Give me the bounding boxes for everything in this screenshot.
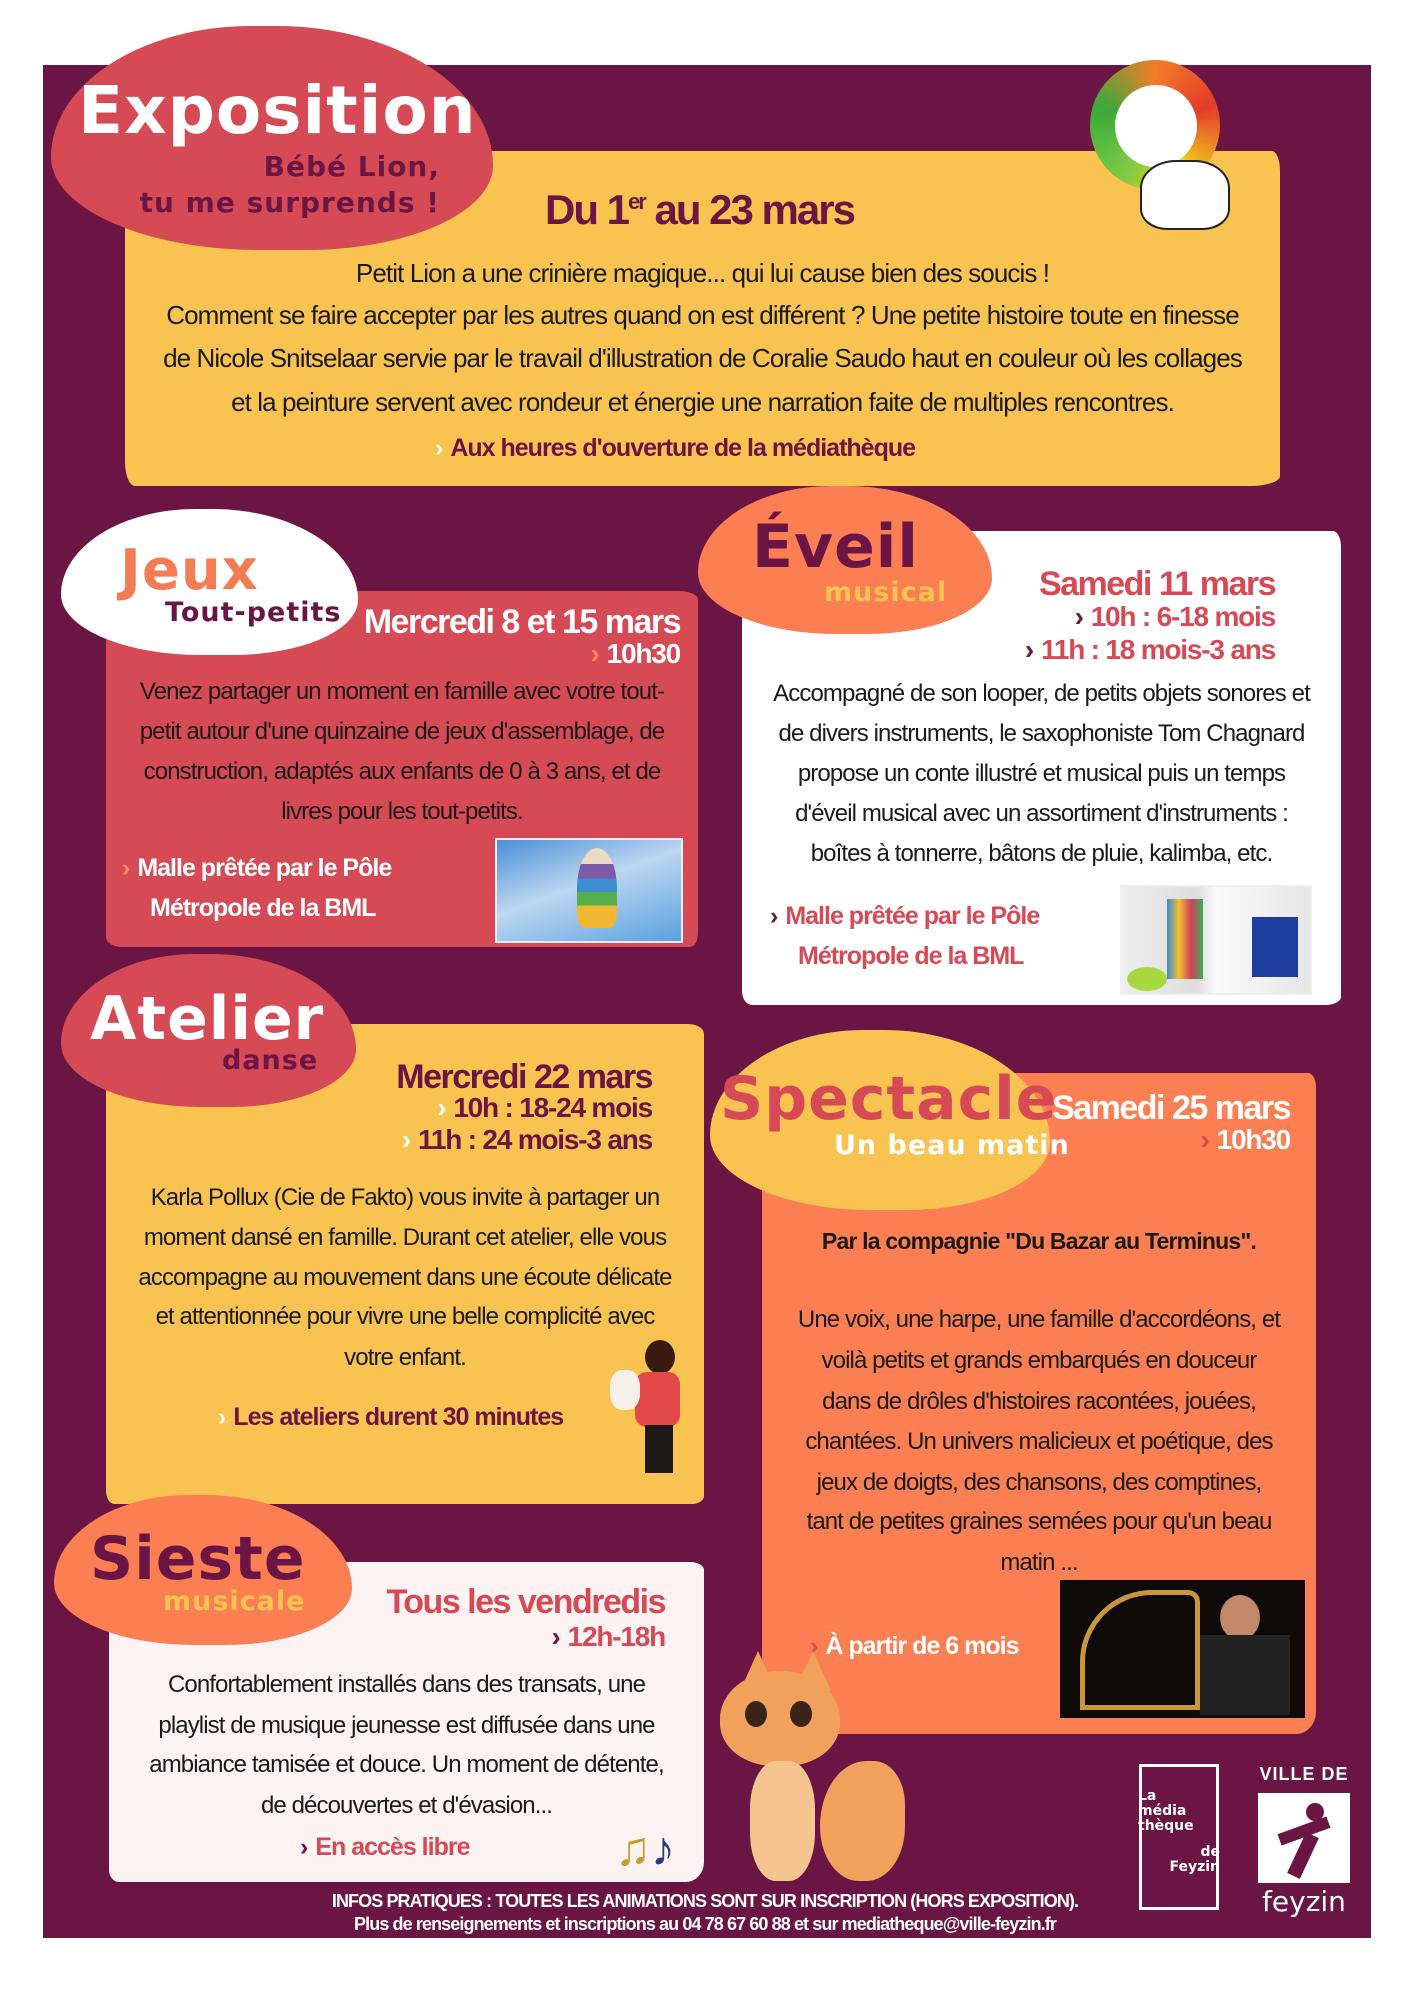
chevron-right-icon: ›	[1074, 601, 1083, 632]
sieste-body-line: Confortablement installés dans des transats, une	[167, 1671, 646, 1698]
eveil-time-1: › 10h : 6-18 mois	[1074, 601, 1275, 632]
exposition-body-line: Petit Lion a une crinière magique... qui lui cause bien des soucis !	[355, 258, 1050, 288]
feyzin-figure-icon	[1258, 1793, 1350, 1883]
spectacle-body-line: Une voix, une harpe, une famille d'accordéons, et	[797, 1306, 1281, 1333]
spectacle-body-line: tant de petites graines semées pour qu'un beau	[806, 1508, 1272, 1535]
chevron-right-icon: ›	[810, 1632, 818, 1660]
spectacle-body-line: jeux de doigts, des chansons, des comptines,	[816, 1469, 1262, 1496]
spectacle-time: › 10h30	[1200, 1124, 1290, 1155]
footer-contact: Plus de renseignements et inscriptions au 04 78 67 60 88 et sur mediatheque@ville-feyzin.fr	[354, 1914, 1056, 1934]
eveil-body-line: de divers instruments, le saxophoniste Tom Chagnard	[778, 720, 1305, 747]
logo-text: média	[1138, 1803, 1187, 1819]
spectacle-age-note: › À partir de 6 mois	[810, 1632, 1019, 1660]
harpist-photo	[1060, 1580, 1305, 1718]
exposition-title: Exposition	[78, 72, 477, 149]
logo-text: Feyzin	[1169, 1859, 1220, 1875]
jeux-date: Mercredi 8 et 15 mars	[363, 603, 680, 641]
eveil-body-line: Accompagné de son looper, de petits objets sonores et	[773, 680, 1310, 707]
sieste-date: Tous les vendredis	[386, 1583, 665, 1621]
sieste-body-line: ambiance tamisée et douce. Un moment de détente,	[149, 1751, 664, 1778]
jeux-title: Jeux	[120, 538, 259, 603]
exposition-date: Du 1er au 23 mars	[545, 186, 854, 233]
jeux-body-line: construction, adaptés aux enfants de 0 à 3 ans, et de	[143, 758, 661, 785]
lion-illustration	[1080, 60, 1290, 250]
spectacle-title: Spectacle	[720, 1064, 1058, 1134]
jeux-malle-link: › Malle prêtée par le Pôle Métropole de la BML	[122, 854, 392, 922]
logo-text: La	[1138, 1788, 1157, 1804]
mediatheque-logo	[1139, 1764, 1219, 1910]
ville-de-feyzin-logo	[1254, 1764, 1354, 1918]
mother-baby-illustration	[605, 1340, 690, 1475]
spectacle-date: Samedi 25 mars	[1052, 1089, 1290, 1127]
chevron-right-icon: ›	[1200, 1124, 1209, 1155]
sieste-title: Sieste	[90, 1524, 306, 1594]
spectacle-body-line: voilà petits et grands embarqués en douceur	[821, 1347, 1257, 1374]
exposition-body-line: et la peinture servent avec rondeur et énergie une narration faite de multiples rencontres.	[231, 387, 1174, 417]
chevron-right-icon: ›	[1024, 634, 1033, 665]
chevron-right-icon: ›	[435, 434, 443, 462]
exposition-body-line: de Nicole Snitselaar servie par le travail d'illustration de Coralie Saudo haut en couleur où les collages	[163, 343, 1242, 373]
chevron-right-icon: ›	[401, 1124, 410, 1155]
spectacle-body-line: dans de drôles d'histoires racontées, jouées,	[822, 1388, 1256, 1415]
atelier-date: Mercredi 22 mars	[396, 1058, 652, 1096]
chevron-right-icon: ›	[437, 1092, 446, 1123]
chevron-right-icon: ›	[218, 1403, 226, 1431]
sieste-access-note: › En accès libre	[300, 1833, 470, 1861]
logo-text: VILLE DE	[1259, 1764, 1349, 1784]
logo-text: feyzin	[1262, 1885, 1346, 1918]
atelier-body-line: moment dansé en famille. Durant cet atelier, elle vous	[143, 1224, 667, 1251]
exposition-hours-link: › Aux heures d'ouverture de la médiathèque	[435, 434, 916, 462]
music-notes-icon: ♫♪	[615, 1823, 675, 1876]
jeux-body-line: Venez partager un moment en famille avec votre tout-	[139, 678, 665, 705]
eveil-body-line: d'éveil musical avec un assortiment d'instruments :	[795, 800, 1288, 827]
exposition-subtitle-1: Bébé Lion,	[263, 150, 440, 183]
sieste-time: › 12h-18h	[551, 1621, 665, 1652]
atelier-body-line: Karla Pollux (Cie de Fakto) vous invite à partager un	[150, 1184, 660, 1211]
exposition-subtitle-2: tu me surprends !	[139, 186, 440, 219]
atelier-title: Atelier	[90, 984, 325, 1054]
eveil-time-2: › 11h : 18 mois-3 ans	[1024, 634, 1275, 665]
jeux-subtitle: Tout-petits	[165, 597, 342, 628]
jeux-body-line: petit autour d'une quinzaine de jeux d'assemblage, de	[139, 718, 665, 745]
logo-text: de	[1200, 1844, 1220, 1860]
atelier-body-line: votre enfant.	[344, 1344, 466, 1371]
atelier-time-2: › 11h : 24 mois-3 ans	[401, 1124, 652, 1155]
sieste-body-line: playlist de musique jeunesse est diffusée dans une	[158, 1712, 655, 1739]
eveil-body-line: boîtes à tonnerre, bâtons de pluie, kalimba, etc.	[810, 840, 1273, 867]
eveil-date: Samedi 11 mars	[1038, 565, 1275, 603]
eveil-malle-link: › Malle prêtée par le Pôle Métropole de la BML	[770, 902, 1040, 970]
eveil-body-line: propose un conte illustré et musical puis un temps	[797, 760, 1286, 787]
logo-text: thèque	[1138, 1818, 1194, 1834]
eveil-title: Éveil	[752, 512, 919, 582]
sieste-body-line: de découvertes et d'évasion...	[260, 1792, 553, 1819]
spectacle-body-line: matin ...	[1000, 1549, 1078, 1576]
fox-illustration	[710, 1651, 915, 1888]
stacking-toy-photo	[495, 838, 683, 943]
spectacle-company: Par la compagnie "Du Bazar au Terminus".	[821, 1228, 1257, 1254]
jeux-body-line: livres pour les tout-petits.	[281, 798, 523, 825]
chevron-right-icon: ›	[122, 854, 130, 882]
atelier-body-line: accompagne au mouvement dans une écoute délicate	[138, 1264, 672, 1291]
chevron-right-icon: ›	[770, 902, 778, 930]
jeux-time: › 10h30	[590, 638, 680, 669]
spectacle-body-line: chantées. Un univers malicieux et poétique, des	[805, 1428, 1273, 1455]
chevron-right-icon: ›	[551, 1621, 560, 1652]
chevron-right-icon: ›	[590, 638, 599, 669]
atelier-duration-note: › Les ateliers durent 30 minutes	[218, 1403, 564, 1431]
chevron-right-icon: ›	[300, 1833, 308, 1861]
atelier-body-line: et attentionnée pour vivre une belle complicité avec	[155, 1303, 655, 1330]
sieste-subtitle: musicale	[163, 1586, 306, 1617]
exposition-body-line: Comment se faire accepter par les autres quand on est différent ? Une petite histoire toute en finesse	[166, 300, 1239, 330]
eveil-subtitle: musical	[824, 577, 948, 608]
instruments-photo	[1120, 885, 1312, 995]
atelier-time-1: › 10h : 18-24 mois	[437, 1092, 652, 1123]
atelier-subtitle: danse	[222, 1045, 319, 1076]
footer-info: INFOS PRATIQUES : TOUTES LES ANIMATIONS SONT SUR INSCRIPTION (HORS EXPOSITION).	[331, 1891, 1079, 1911]
spectacle-subtitle: Un beau matin	[834, 1130, 1070, 1161]
